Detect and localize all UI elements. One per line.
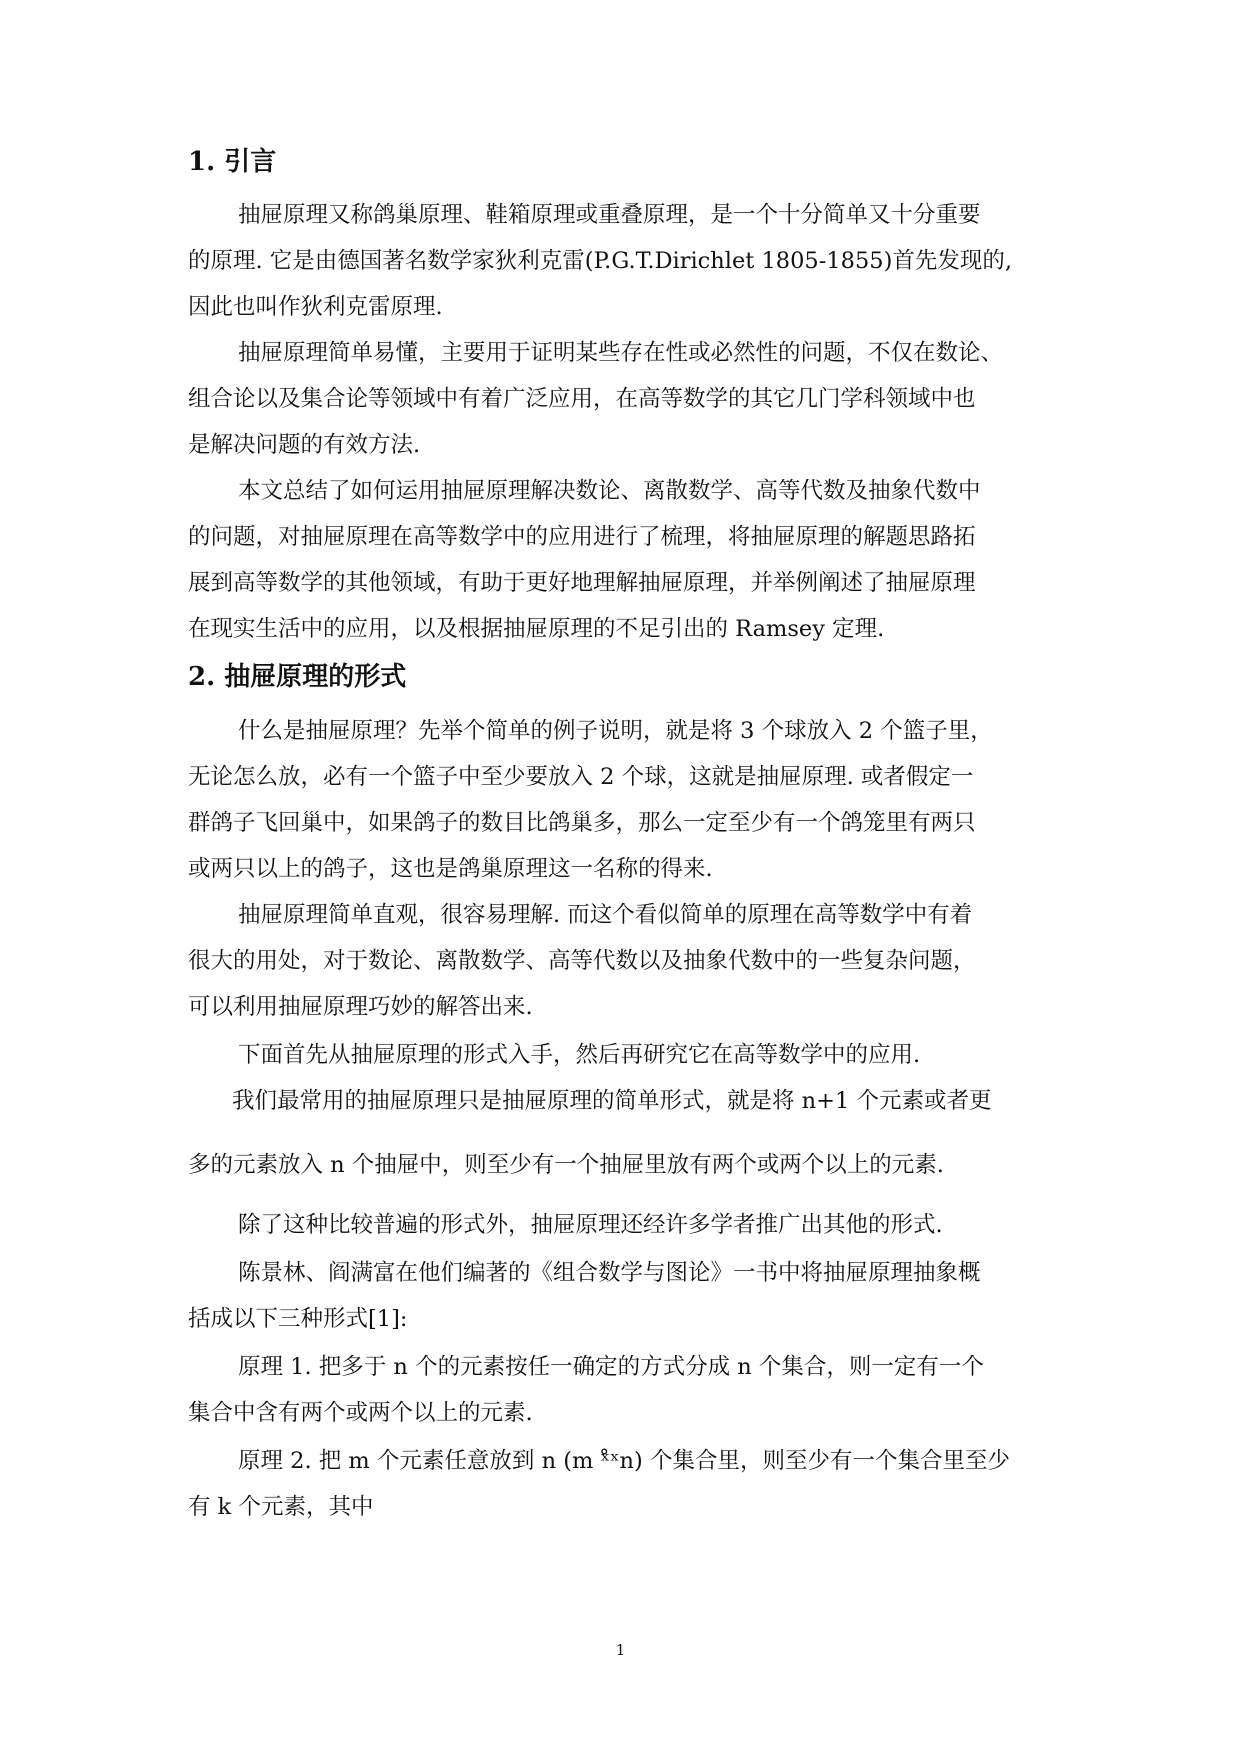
page-number: 1 [615, 1641, 626, 1659]
paragraph-line: 原理 2. 把 m 个元素任意放到 n (m ˣ̊ˣn) 个集合里，则至少有一个集合里至少 [238, 1448, 1010, 1474]
section-heading-forms: 2. 抽屉原理的形式 [188, 662, 407, 692]
paragraph-line: 抽屉原理简单直观，很容易理解. 而这个看似简单的原理在高等数学中有着 [238, 902, 973, 928]
paragraph-line: 原理 1. 把多于 n 个的元素按任一确定的方式分成 n 个集合，则一定有一个 [238, 1354, 984, 1380]
paragraph-line: 无论怎么放，必有一个篮子中至少要放入 2 个球，这就是抽屉原理. 或者假定一 [188, 764, 974, 790]
section-heading-introduction: 1. 引言 [188, 147, 277, 177]
paragraph-line: 我们最常用的抽屉原理只是抽屉原理的简单形式，就是将 n+1 个元素或者更 [232, 1088, 992, 1114]
paragraph-line: 展到高等数学的其他领域，有助于更好地理解抽屉原理，并举例阐述了抽屉原理 [188, 570, 976, 596]
paragraph-line: 的原理. 它是由德国著名数学家狄利克雷(P.G.T.Dirichlet 1805-1855)首先发现的, [188, 248, 1013, 274]
paragraph-line: 除了这种比较普遍的形式外，抽屉原理还经许多学者推广出其他的形式. [238, 1212, 943, 1238]
paragraph-line: 群鸽子飞回巢中，如果鸽子的数目比鸽巢多，那么一定至少有一个鸽笼里有两只 [188, 810, 976, 836]
paragraph-line: 因此也叫作狄利克雷原理. [188, 294, 443, 320]
paragraph-line: 有 k 个元素，其中 [188, 1494, 374, 1520]
paragraph-line: 陈景林、阎满富在他们编著的《组合数学与图论》一书中将抽屉原理抽象概 [238, 1260, 981, 1286]
paragraph-line: 组合论以及集合论等领域中有着广泛应用，在高等数学的其它几门学科领域中也 [188, 386, 976, 412]
paragraph-line: 多的元素放入 n 个抽屉中，则至少有一个抽屉里放有两个或两个以上的元素. [188, 1152, 944, 1178]
paragraph-line: 抽屉原理简单易懂，主要用于证明某些存在性或必然性的问题，不仅在数论、 [238, 340, 1004, 366]
paragraph-line: 括成以下三种形式[1]: [188, 1306, 408, 1332]
paragraph-line: 在现实生活中的应用，以及根据抽屉原理的不足引出的 Ramsey 定理. [188, 616, 885, 642]
paragraph-line: 集合中含有两个或两个以上的元素. [188, 1400, 533, 1426]
paragraph-line: 下面首先从抽屉原理的形式入手，然后再研究它在高等数学中的应用. [238, 1042, 921, 1068]
paragraph-line: 什么是抽屉原理？先举个简单的例子说明，就是将 3 个球放入 2 个篮子里， [238, 718, 993, 744]
paragraph-line: 本文总结了如何运用抽屉原理解决数论、离散数学、高等代数及抽象代数中 [238, 478, 981, 504]
paragraph-line: 的问题，对抽屉原理在高等数学中的应用进行了梳理，将抽屉原理的解题思路拓 [188, 524, 976, 550]
paragraph-line: 很大的用处，对于数论、离散数学、高等代数以及抽象代数中的一些复杂问题， [188, 948, 976, 974]
paragraph-line: 是解决问题的有效方法. [188, 432, 421, 458]
paragraph-line: 或两只以上的鸽子，这也是鸽巢原理这一名称的得来. [188, 856, 713, 882]
paragraph-line: 可以利用抽屉原理巧妙的解答出来. [188, 994, 533, 1020]
paragraph-line: 抽屉原理又称鸽巢原理、鞋箱原理或重叠原理，是一个十分简单又十分重要 [238, 202, 981, 228]
